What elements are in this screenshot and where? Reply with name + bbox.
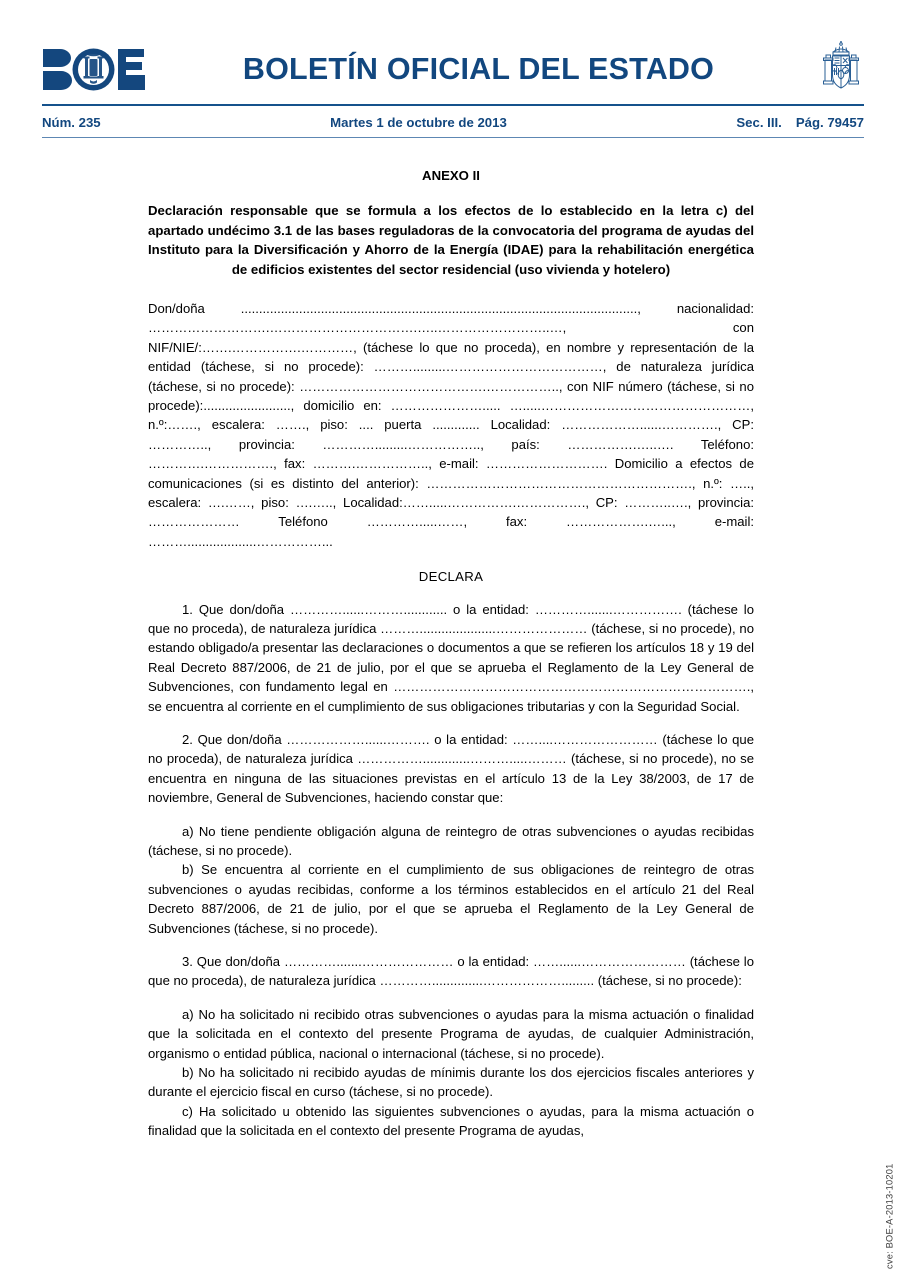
declaration-item-2a: a) No tiene pendiente obligación alguna de reintegro de otras subvenciones o ayudas recibidas (táchese, si no procede). <box>148 823 754 858</box>
declara-heading: DECLARA <box>418 569 484 585</box>
declaration-item-3c: c) Ha solicitado u obtenido las siguientes subvenciones o ayudas, para la misma actuación o finalidad que la solicitada en el contexto del presente Programa de ayudas, <box>148 1103 754 1139</box>
annex-label: ANEXO II <box>422 168 480 183</box>
declaration-item-2b: b) Se encuentra al corriente en el cumplimiento de sus obligaciones de reintegro de otras subvenciones o ayudas recibidas, conforme a los términos establecidos en el artículo 21 del Real Decreto 887/2006, de 21 de julio, por el que se aprueba el Reglamento de la Ley General de Subvenciones (táchese, si no procede). <box>148 862 754 936</box>
header-rule-top <box>42 104 864 106</box>
header-info-bar <box>42 109 864 135</box>
masthead <box>42 36 864 102</box>
section-and-page <box>736 115 864 130</box>
header-rule-bottom <box>42 137 864 138</box>
boe-logo-icon <box>42 47 145 91</box>
spain-coat-of-arms-icon <box>818 40 864 98</box>
document-body <box>148 166 754 1155</box>
declaration-item-3a: a) No ha solicitado ni recibido otras subvenciones o ayudas para la misma actuación o finalidad que la solicitada en el contexto del presente Programa de ayudas, de cualquier Administración, organismo o entidad pública, nacional o internacional (táchese, si no procede). <box>148 1006 754 1061</box>
section-label: Sec. III. <box>736 114 782 130</box>
declaration-item-2: 2. Que don/doña ………………......………. o la entidad: ……....…………………… (táchese lo que no proceda), de naturaleza jurídica …………….............……….....……… (táchese, si no procede), no se encuentra en ninguna de las situaciones previstas en el artículo 13 de la Ley 38/2003, de 17 de noviembre, General de Subvenciones, haciendo constar que: <box>148 731 754 806</box>
annex-title: Declaración responsable que se formula a los efectos de lo establecido en la letra c) del apartado undécimo 3.1 de las bases reguladoras de la convocatoria del programa de ayudas del Instituto para la Diversificación y Ahorro de la Energía (IDAE) para la rehabilitación energética de edificios existentes del sector residencial (uso vivienda y hotelero) <box>148 203 754 277</box>
issue-number: Núm. 235 <box>42 114 101 130</box>
declarant-form-fields: Don/doña ............................................................................................................., nacionalidad: ……………………….…………………………….…..……………………..…, con NIF/NIE/:…….…………….…………, (táchese lo que no proceda), en nombre y representación de la entidad (táchese, si no procede): ……….........………………………………, de naturaleza jurídica (táchese, si no procede): …………………………………….…………….., con NIF número (táchese, si no procede):........................, domicilio en: …………………..... ….....…………………………………………, n.º:……., escalera: ……., piso: .... puerta ............. Localidad: ………………......…………., CP: ………….., provincia: ………….........…………….., país: …………….…..…. Teléfono: ………….……………., fax: ……….…………….., e-mail: ………………………. Domicilio a efectos de comunicaciones (si es distinto del anterior): ……………………………………………………., n.º: ….., escalera: ….……, piso: ….….., Localidad:…….....…………….……………., CP: ………..…., provincia: ………………… Teléfono ………….....……, fax: ……………….…..., e-mail: ………...................……………... <box>148 300 754 549</box>
publication-date: Martes 1 de octubre de 2013 <box>330 114 507 130</box>
page-label: Pág. 79457 <box>795 114 864 130</box>
declaration-item-1: 1. Que don/doña …………......………............ o la entidad: ………….......……………. (táchese lo que no proceda), de naturaleza jurídica ……….....................………………… (táchese, si no procede), no estando obligado/a presentar las declaraciones o documentos a que se refieren los artículos 18 y 19 del Real Decreto 887/2006, de 21 de julio, por el que se aprueba el Reglamento de la Ley General de Subvenciones, con fundamento legal en ………………………………………………………………………., se encuentra al corriente en el cumplimiento de sus obligaciones tributarias y con la Seguridad Social. <box>148 601 754 714</box>
declaration-paragraph-list <box>148 600 754 1141</box>
cve-code: cve: BOE-A-2013-10201 <box>884 1163 894 1269</box>
declaration-item-3: 3. Que don/doña ………….......………………… o la entidad: ……......…………………… (táchese lo que no proceda), de naturaleza jurídica …………..............………………......... (táchese, si no procede): <box>148 954 754 989</box>
declaration-item-3b: b) No ha solicitado ni recibido ayudas de mínimis durante los dos ejercicios fiscales anteriores y durante el ejercicio fiscal en curso (táchese, si no procede). <box>148 1065 754 1100</box>
masthead-title: BOLETÍN OFICIAL DEL ESTADO <box>242 51 715 86</box>
